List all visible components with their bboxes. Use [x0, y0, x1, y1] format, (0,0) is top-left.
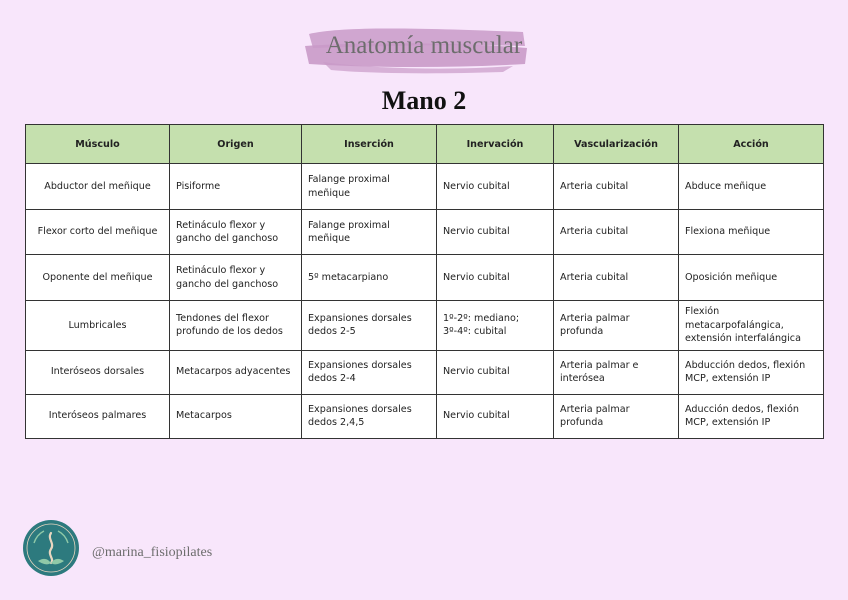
title-area [0, 22, 848, 70]
header-cell: Inserción [302, 125, 437, 164]
table-header-row [26, 125, 824, 164]
table-row [26, 394, 824, 438]
table-cell: Falange proximal meñique [302, 164, 437, 210]
spine-lotus-logo-icon [22, 519, 80, 577]
table-cell: Aducción dedos, flexión MCP, extensión IP [679, 394, 824, 438]
table-cell: Expansiones dorsales dedos 2,4,5 [302, 394, 437, 438]
table-cell: Flexiona meñique [679, 210, 824, 255]
table-cell: Arteria palmar profunda [554, 394, 679, 438]
table-row [26, 255, 824, 301]
table-cell: Expansiones dorsales dedos 2-5 [302, 301, 437, 351]
table-cell: Arteria palmar profunda [554, 301, 679, 351]
header-cell: Origen [170, 125, 302, 164]
table-cell: Tendones del flexor profundo de los dedos [170, 301, 302, 351]
muscle-table [25, 124, 824, 439]
table-cell: Nervio cubital [437, 164, 554, 210]
header-cell: Acción [679, 125, 824, 164]
table-cell: Interóseos dorsales [26, 350, 170, 394]
table-row [26, 164, 824, 210]
header-cell: Músculo [26, 125, 170, 164]
table-cell: Nervio cubital [437, 255, 554, 301]
table-cell: Retináculo flexor y gancho del ganchoso [170, 255, 302, 301]
table-cell: Abductor del meñique [26, 164, 170, 210]
table-cell: Metacarpos adyacentes [170, 350, 302, 394]
table-cell: Arteria palmar e interósea [554, 350, 679, 394]
table-cell: Retináculo flexor y gancho del ganchoso [170, 210, 302, 255]
table-cell: Metacarpos [170, 394, 302, 438]
table-cell: 5º metacarpiano [302, 255, 437, 301]
header-cell: Vascularización [554, 125, 679, 164]
table-cell: Expansiones dorsales dedos 2-4 [302, 350, 437, 394]
table-cell: Falange proximal meñique [302, 210, 437, 255]
header-cell: Inervación [437, 125, 554, 164]
table-cell: Flexor corto del meñique [26, 210, 170, 255]
page-subtitle: Mano 2 [381, 86, 467, 115]
table-cell: Oposición meñique [679, 255, 824, 301]
table-row [26, 350, 824, 394]
table-cell: Nervio cubital [437, 210, 554, 255]
table-cell: Pisiforme [170, 164, 302, 210]
table-row [26, 210, 824, 255]
table-cell: Interóseos palmares [26, 394, 170, 438]
table-cell: Arteria cubital [554, 255, 679, 301]
table-cell: Nervio cubital [437, 394, 554, 438]
table-cell: Arteria cubital [554, 210, 679, 255]
table-cell: Flexión metacarpofalángica, extensión interfalángica [679, 301, 824, 351]
table-cell: Nervio cubital [437, 350, 554, 394]
table-cell: Abducción dedos, flexión MCP, extensión IP [679, 350, 824, 394]
table-cell: Abduce meñique [679, 164, 824, 210]
table-cell: Lumbricales [26, 301, 170, 351]
page-title: Anatomía muscular [325, 32, 523, 59]
table-cell: Arteria cubital [554, 164, 679, 210]
table-row [26, 301, 824, 351]
table-cell: Oponente del meñique [26, 255, 170, 301]
social-handle: @marina_fisiopilates [92, 545, 213, 560]
table-cell: 1º-2º: mediano; 3º-4º: cubital [437, 301, 554, 351]
